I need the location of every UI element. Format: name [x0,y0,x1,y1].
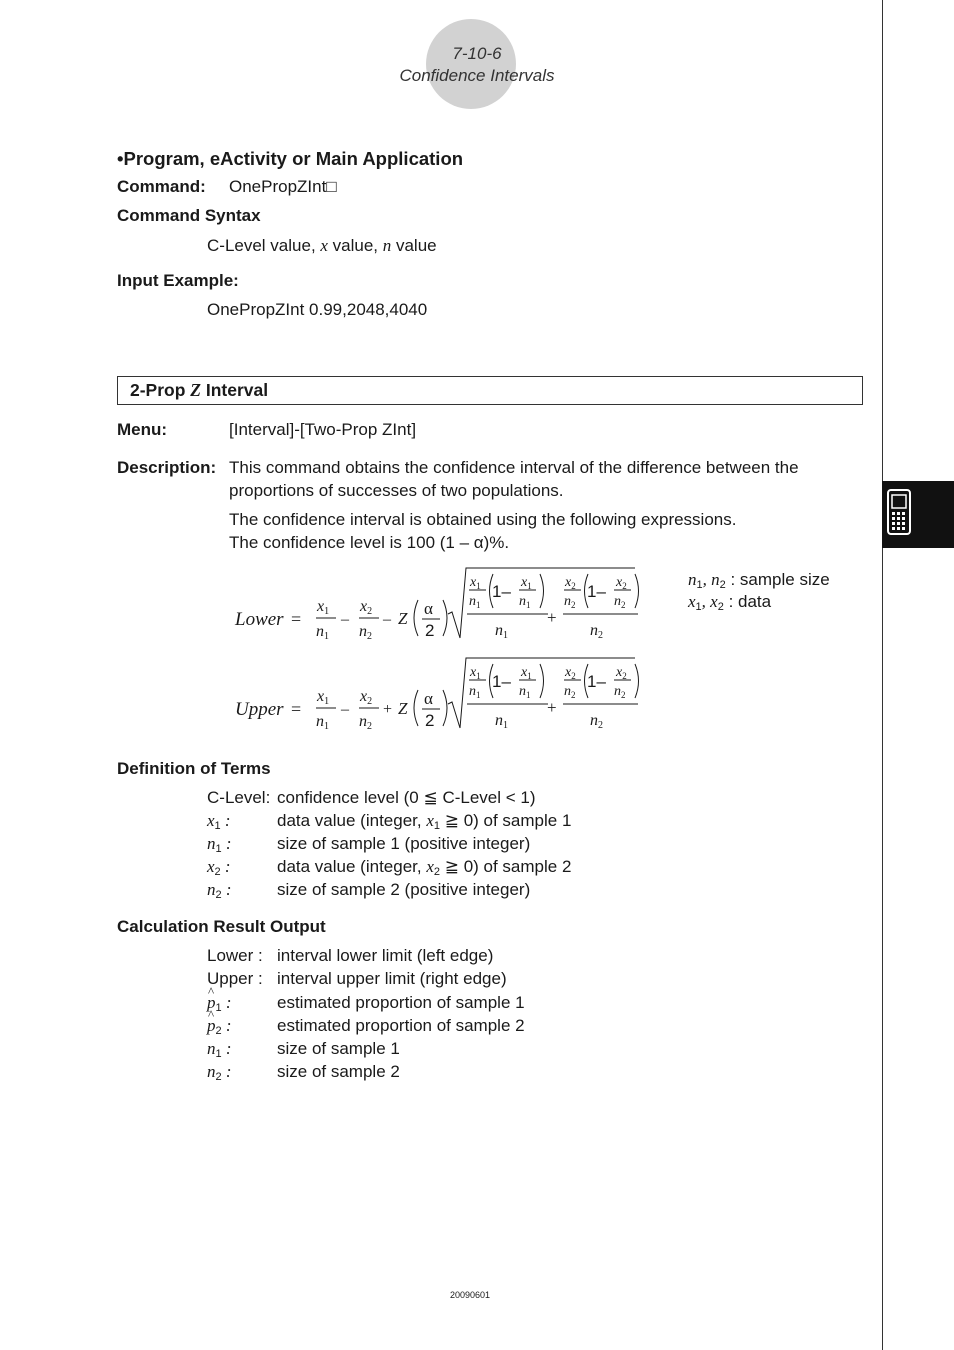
result-label: ^ $p_2$ : [207,1016,232,1037]
note-data [688,592,771,613]
term-text: size of sample 2 (positive integer) [277,880,531,899]
math-term: 2 [425,711,435,730]
math-term: $x_1$ [521,665,532,681]
result-label: $n_1$ : [207,1039,232,1060]
term-text [277,811,571,832]
result-text: size of sample 2 [277,1062,400,1081]
math-term: 2 [425,621,435,640]
menu-label: Menu: [117,420,168,439]
math-term: 1– [587,672,606,691]
math-term: x2 [360,688,373,707]
math-term: $x_2$ [565,575,576,591]
syntax-label: Command Syntax [117,206,261,225]
term-text-part: data value (integer, [277,811,427,830]
math-term: $n_2$ [564,684,576,700]
math-term: n1 [495,622,508,641]
page-number-badge [426,19,516,109]
math-term: $n_1$ [519,594,531,610]
math-term: n1 [495,712,508,731]
math-term: $x_1$ [426,811,440,832]
note-text: : data [723,592,772,611]
term-text-part: data value (integer, [277,857,427,876]
equals-sign: = [291,699,302,719]
margin-rule [882,0,883,1350]
section-title [130,380,268,401]
page-number: 7-10-6 [452,44,502,63]
math-term: x1 [317,598,330,617]
math-term: x1 [317,688,330,707]
term-text: confidence level (0 ≦ C-Level < 1) [277,788,536,807]
syntax-text: C-Level value, [207,236,321,255]
math-term: Z [398,699,408,718]
term-label: $n_1$ : [207,834,232,855]
result-text: interval lower limit (left edge) [277,946,494,965]
description-line: proportions of successes of two populations. [229,481,564,500]
math-term: n2 [590,712,603,731]
confidence-interval-formulas [230,562,650,742]
section-title-text: Interval [201,380,269,400]
definitions-heading: Definition of Terms [117,759,271,778]
result-label: ^ $p_1$ : [207,993,232,1014]
minus-sign: – [341,701,349,718]
chapter-tab[interactable] [882,481,954,548]
math-term: 1– [492,672,511,691]
result-label: $n_2$ : [207,1062,232,1083]
math-term: $n_1$, $n_2$ [688,570,726,591]
syntax-value [207,236,437,256]
plus-sign: + [547,608,557,627]
math-term: $x_1$ [521,575,532,591]
lower-label: Lower [235,609,284,630]
result-label: Lower : [207,946,263,965]
syntax-text: value, [327,236,383,255]
note-sample-size [688,570,830,591]
term-text: size of sample 1 (positive integer) [277,834,531,853]
term-label: C-Level: [207,788,271,807]
math-term: $x_1$ [470,575,481,591]
math-term: x2 [360,598,373,617]
math-term: $n_1$ [469,594,481,610]
math-term: $n_1$ [519,684,531,700]
result-text: size of sample 1 [277,1039,400,1058]
description-line: This command obtains the confidence interval of the difference between the [229,458,799,477]
term-label: $n_2$ : [207,880,232,901]
input-example-label: Input Example: [117,271,239,290]
upper-label: Upper [235,699,284,720]
result-text: estimated proportion of sample 1 [277,993,525,1012]
math-term: $x_2$ [616,665,627,681]
syntax-n: n [382,236,392,255]
plus-sign: + [383,701,393,718]
term-text [277,857,571,878]
math-term: 1– [587,582,606,601]
minus-sign: – [341,611,349,628]
math-term: $n_2$ [614,684,626,700]
math-term: $x_1$ [470,665,481,681]
math-term: n1 [316,713,329,732]
math-term: Z [398,609,408,628]
math-term: $x_2$ [426,857,440,878]
result-label: Upper : [207,969,263,988]
section-header: Confidence Intervals [399,66,555,85]
term-label: $x_2$ : [207,857,231,878]
section-title-text: 2-Prop [130,380,191,400]
description-line: The confidence level is 100 (1 – α)%. [229,533,510,552]
math-term: n2 [359,623,372,642]
syntax-x: x [320,236,328,255]
math-term: $n_2$ [564,594,576,610]
calculator-icon [882,481,954,548]
math-term: n2 [359,713,372,732]
description-line: The confidence interval is obtained using the following expressions. [229,510,737,529]
math-term: $x_1$, $x_2$ [688,592,724,613]
math-term: n1 [316,623,329,642]
description-label: Description: [117,458,217,477]
results-heading: Calculation Result Output [117,917,326,936]
minus-sign: – [383,611,391,628]
term-text-part: ≧ 0) of sample 1 [440,811,572,830]
term-label: $x_1$ : [207,811,231,832]
math-term: $n_1$ [469,684,481,700]
math-term: $x_2$ [565,665,576,681]
program-heading: •Program, eActivity or Main Application [117,148,464,169]
note-text: : sample size [725,570,830,589]
math-term: n2 [590,622,603,641]
footer-code: 20090601 [449,1290,491,1300]
math-term: 1– [492,582,511,601]
input-example-value: OnePropZInt 0.99,2048,4040 [207,300,428,319]
plus-sign: + [547,698,557,717]
result-text: estimated proportion of sample 2 [277,1016,525,1035]
syntax-text: value [391,236,437,255]
equals-sign: = [291,609,302,629]
math-term: α [424,599,433,618]
term-text-part: ≧ 0) of sample 2 [440,857,572,876]
math-term: $x_2$ [616,575,627,591]
menu-value: [Interval]-[Two-Prop ZInt] [229,420,417,439]
result-text: interval upper limit (right edge) [277,969,507,988]
command-label: Command: [117,177,206,196]
section-title-z: Z [190,380,201,400]
command-value: OnePropZInt□ [229,177,337,196]
math-term: α [424,689,433,708]
math-term: $n_2$ [614,594,626,610]
